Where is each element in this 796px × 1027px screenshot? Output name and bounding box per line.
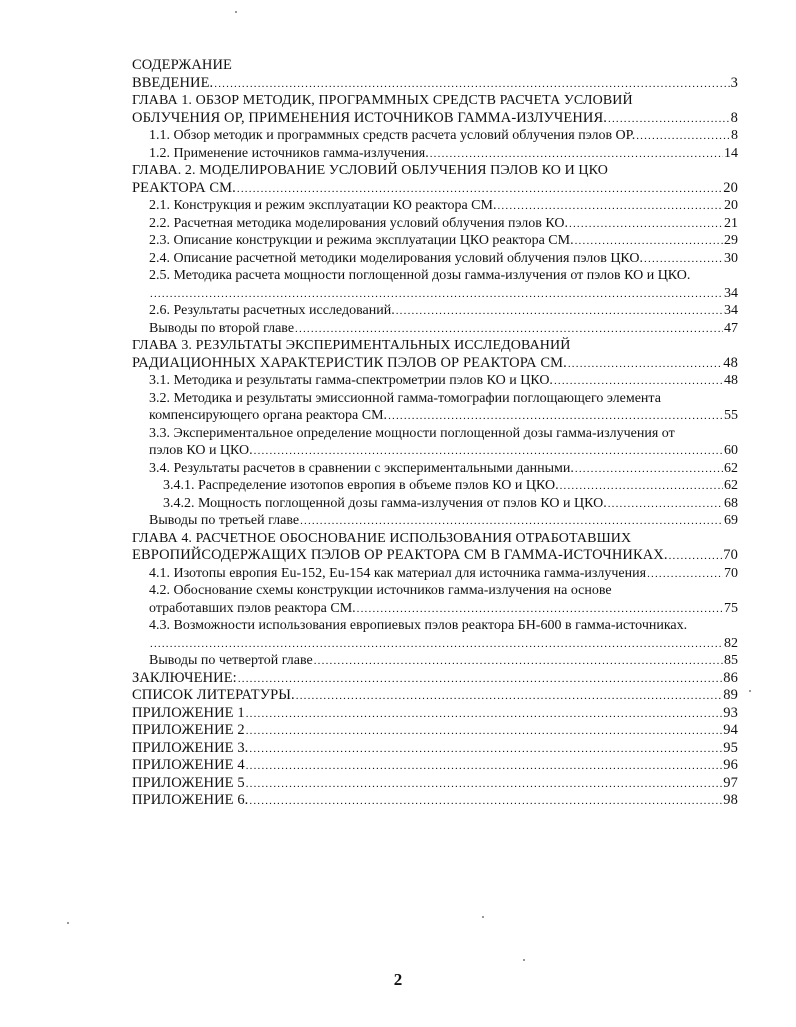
toc-entry-line (149, 600, 738, 618)
toc-entry (132, 460, 738, 478)
toc-entry-line (163, 495, 738, 513)
toc-entry (132, 722, 738, 740)
toc-page-number: 20 (723, 179, 738, 196)
toc-entry-line (149, 145, 738, 163)
toc-page-number: 29 (724, 233, 738, 248)
toc-page-number: 55 (724, 408, 738, 423)
page-number: 2 (393, 970, 403, 989)
toc-entry-line (132, 722, 738, 740)
toc-entry (132, 145, 738, 163)
toc-entry-line (132, 740, 738, 758)
toc-page-number: 3 (730, 74, 738, 91)
toc-page-number: 8 (731, 128, 738, 143)
toc-entry-text: 3.4. Результаты расчетов в сравнении с экспериментальными данными. (149, 460, 574, 476)
toc-entry (132, 775, 738, 793)
dot-leader (647, 566, 723, 584)
toc-entry (132, 372, 738, 390)
dot-leader (669, 548, 723, 566)
toc-entry-line (132, 687, 738, 705)
toc-entry-line (149, 372, 738, 390)
dot-leader (249, 741, 722, 759)
toc-entry-line (149, 127, 738, 145)
toc-entry-text: 2.1. Конструкция и режим эксплуатации КО реактора СМ. (149, 198, 497, 213)
toc-entry-line (132, 757, 738, 775)
toc-page-number: 20 (724, 198, 738, 213)
toc-entry-line (149, 215, 738, 233)
toc-entry (132, 582, 738, 617)
toc-entry-line (149, 460, 738, 478)
toc-page-number: 86 (723, 669, 738, 686)
dot-leader (554, 373, 723, 391)
toc-entry-line (132, 180, 738, 198)
dot-leader (314, 653, 723, 671)
dot-leader (249, 793, 722, 811)
scan-speck (482, 916, 484, 918)
toc-entry (132, 652, 738, 670)
toc-entry (132, 495, 738, 513)
toc-entry-line (149, 302, 738, 320)
toc-entry-text: Выводы по второй главе (149, 320, 295, 336)
toc-page-number: 70 (723, 547, 738, 563)
toc-page-number: 70 (724, 565, 738, 581)
toc-entry-line (149, 407, 738, 425)
toc-entry-line (132, 775, 738, 793)
toc-entry-line (149, 565, 738, 583)
dot-leader (560, 478, 723, 496)
toc-page-number: 62 (724, 460, 738, 476)
toc-entry-line (149, 250, 738, 268)
toc-entry-text: 3.3. Экспериментальное определение мощности поглощенной дозы гамма-излучения от (149, 425, 675, 441)
dot-leader (568, 356, 722, 374)
table-of-contents (132, 57, 738, 810)
toc-entry-text: РЕАКТОРА СМ. (132, 179, 236, 196)
toc-page-number: 47 (724, 320, 738, 336)
toc-entry-text: ГЛАВА 3. РЕЗУЛЬТАТЫ ЭКСПЕРИМЕНТАЛЬНЫХ ИССЛЕДОВАНИЙ (132, 338, 571, 353)
toc-entry (132, 617, 738, 652)
toc-entry-text: 1.2. Применение источников гамма-излучения. (149, 145, 429, 161)
dot-leader (575, 461, 723, 479)
toc-entry-line (132, 792, 738, 810)
dot-leader (396, 303, 723, 321)
toc-entry-line (132, 75, 738, 93)
scan-speck (749, 690, 751, 692)
toc-entry-line (149, 232, 738, 250)
toc-entry (132, 687, 738, 705)
toc-entry (132, 127, 738, 145)
toc-page-number: 30 (724, 250, 738, 266)
toc-entry-text: 2.5. Методика расчета мощности поглощенной дозы гамма-излучения от пэлов КО и ЦКО. (149, 268, 691, 283)
toc-entry (132, 565, 738, 583)
toc-entry-text: ЕВРОПИЙСОДЕРЖАЩИХ ПЭЛОВ ОР РЕАКТОРА СМ В ГАММА-ИСТОЧНИКАХ. (132, 547, 668, 563)
toc-entry (132, 740, 738, 758)
toc-entries (132, 75, 738, 810)
toc-page-number: 60 (724, 443, 738, 458)
toc-entry-line (132, 547, 738, 565)
dot-leader (238, 671, 722, 689)
toc-entry-line (149, 285, 738, 303)
dot-leader (246, 706, 723, 724)
dot-leader (246, 758, 723, 776)
toc-entry (132, 705, 738, 723)
toc-entry-text: ПРИЛОЖЕНИЕ 6. (132, 792, 249, 808)
toc-entry-line (132, 670, 738, 688)
dot-leader (357, 601, 723, 619)
toc-entry-line (132, 355, 738, 373)
toc-entry-text: ПРИЛОЖЕНИЕ 4 (132, 757, 245, 773)
dot-leader (237, 181, 722, 199)
toc-page-number: 85 (724, 653, 738, 668)
toc-entry (132, 250, 738, 268)
toc-entry (132, 477, 738, 495)
toc-page-number: 14 (724, 145, 738, 161)
toc-entry-text: отработавших пэлов реактора СМ. (149, 600, 356, 616)
toc-entry-text: ГЛАВА. 2. МОДЕЛИРОВАНИЕ УСЛОВИЙ ОБЛУЧЕНИЯ ПЭЛОВ КО И ЦКО (132, 163, 608, 178)
toc-entry (132, 267, 738, 302)
toc-entry-line (149, 320, 738, 338)
toc-entry (132, 302, 738, 320)
dot-leader (497, 198, 723, 216)
toc-entry-text: 3.2. Методика и результаты эмиссионной гамма-томографии поглощающего элемента (149, 390, 661, 406)
toc-page-number: 95 (723, 739, 738, 756)
toc-entry-text: 4.1. Изотопы европия Eu-152, Eu-154 как материал для источника гамма-излучения (149, 565, 647, 581)
toc-entry-text: 3.4.2. Мощность поглощенной дозы гамма-излучения от пэлов КО и ЦКО. (163, 495, 607, 511)
dot-leader (388, 408, 723, 426)
toc-entry-line (149, 652, 738, 670)
toc-entry-text: 2.3. Описание конструкции и режима эксплуатации ЦКО реактора СМ. (149, 233, 574, 248)
toc-entry (132, 215, 738, 233)
toc-page-number: 94 (723, 722, 738, 738)
toc-page-number: 75 (724, 600, 738, 616)
toc-page-number: 82 (724, 635, 738, 651)
dot-leader (608, 111, 730, 129)
toc-entry (132, 337, 738, 372)
toc-entry-text: 2.4. Описание расчетной методики моделирования условий облучения пэлов ЦКО. (149, 250, 644, 266)
toc-entry (132, 670, 738, 688)
dot-leader (575, 233, 723, 251)
dot-leader (636, 128, 730, 146)
toc-page-number: 62 (724, 478, 738, 493)
toc-entry-text: 4.2. Обоснование схемы конструкции источников гамма-излучения на основе (149, 583, 612, 598)
toc-entry-text: СПИСОК ЛИТЕРАТУРЫ. (132, 687, 295, 703)
toc-entry-line (149, 635, 738, 653)
dot-leader (246, 776, 723, 794)
toc-entry (132, 512, 738, 530)
toc-entry (132, 425, 738, 460)
dot-leader (214, 76, 729, 94)
toc-entry-line (163, 477, 738, 495)
toc-page-number: 68 (724, 495, 738, 511)
toc-entry-text: ЗАКЛЮЧЕНИЕ: (132, 669, 237, 686)
toc-entry-line (149, 512, 738, 530)
toc-entry (132, 75, 738, 93)
toc-entry-text: ГЛАВА 4. РАСЧЕТНОЕ ОБОСНОВАНИЕ ИСПОЛЬЗОВАНИЯ ОТРАБОТАВШИХ (132, 530, 632, 546)
toc-entry (132, 232, 738, 250)
toc-entry-text: ГЛАВА 1. ОБЗОР МЕТОДИК, ПРОГРАММНЫХ СРЕДСТВ РАСЧЕТА УСЛОВИЙ (132, 93, 633, 108)
dot-leader (300, 513, 723, 531)
toc-entry (132, 162, 738, 197)
toc-page-number: 34 (724, 303, 738, 318)
dot-leader (254, 443, 723, 461)
toc-page-number: 21 (724, 215, 738, 231)
toc-entry (132, 530, 738, 565)
toc-entry-line (149, 197, 738, 215)
toc-page-number: 93 (723, 704, 738, 721)
dot-leader (296, 688, 723, 706)
toc-entry-text: ПРИЛОЖЕНИЕ 1 (132, 704, 245, 721)
toc-entry (132, 757, 738, 775)
toc-page-number: 8 (730, 109, 738, 126)
scan-speck (523, 959, 525, 961)
scan-speck (235, 11, 237, 13)
toc-entry-text: ОБЛУЧЕНИЯ ОР, ПРИМЕНЕНИЯ ИСТОЧНИКОВ ГАММА-ИЗЛУЧЕНИЯ. (132, 109, 607, 126)
toc-page-number: 97 (723, 774, 738, 791)
toc-entry-text: 2.6. Результаты расчетных исследований. (149, 303, 395, 318)
toc-entry (132, 92, 738, 127)
toc-page-number: 48 (724, 373, 738, 388)
toc-entry-text: 2.2. Расчетная методика моделирования условий облучения пэлов КО. (149, 215, 568, 231)
toc-entry-text: ПРИЛОЖЕНИЕ 3. (132, 739, 249, 756)
scan-speck (67, 922, 69, 924)
dot-leader (150, 286, 723, 304)
toc-page-number: 48 (723, 354, 738, 371)
toc-entry-text: ПРИЛОЖЕНИЕ 5 (132, 774, 245, 791)
toc-page-number: 96 (723, 757, 738, 773)
toc-entry-line (132, 705, 738, 723)
toc-entry-text: Выводы по третьей главе (149, 513, 300, 528)
toc-title: СОДЕРЖАНИЕ (132, 57, 232, 73)
toc-entry-text: Выводы по четвертой главе (149, 653, 313, 668)
dot-leader (430, 146, 723, 164)
toc-entry-text: ПРИЛОЖЕНИЕ 2 (132, 722, 245, 738)
toc-entry (132, 390, 738, 425)
toc-entry-text: 4.3. Возможности использования европиевых пэлов реактора БН-600 в гамма-источниках. (149, 618, 688, 633)
toc-entry-text: 1.1. Обзор методик и программных средств расчета условий облучения пэлов ОР. (149, 128, 636, 143)
toc-page-number: 34 (724, 285, 738, 301)
toc-entry-text: 3.1. Методика и результаты гамма-спектрометрии пэлов КО и ЦКО. (149, 373, 553, 388)
dot-leader (295, 321, 723, 339)
dot-leader (608, 496, 723, 514)
toc-entry-text: пэлов КО и ЦКО. (149, 443, 253, 458)
dot-leader (644, 251, 723, 269)
dot-leader (569, 216, 723, 234)
dot-leader (150, 636, 723, 654)
toc-entry-text: компенсирующего органа реактора СМ. (149, 408, 388, 423)
toc-entry (132, 320, 738, 338)
toc-page-number: 89 (723, 687, 738, 703)
toc-entry (132, 197, 738, 215)
toc-entry-line (132, 110, 738, 128)
dot-leader (246, 723, 723, 741)
toc-page-number: 69 (724, 513, 738, 528)
toc-entry-line (149, 442, 738, 460)
toc-entry-text: 3.4.1. Распределение изотопов европия в объеме пэлов КО и ЦКО. (163, 478, 559, 493)
toc-entry-text: ВВЕДЕНИЕ. (132, 74, 214, 91)
toc-entry-text: РАДИАЦИОННЫХ ХАРАКТЕРИСТИК ПЭЛОВ ОР РЕАКТОРА СМ. (132, 354, 567, 371)
toc-page-number: 98 (723, 792, 738, 808)
toc-entry (132, 792, 738, 810)
